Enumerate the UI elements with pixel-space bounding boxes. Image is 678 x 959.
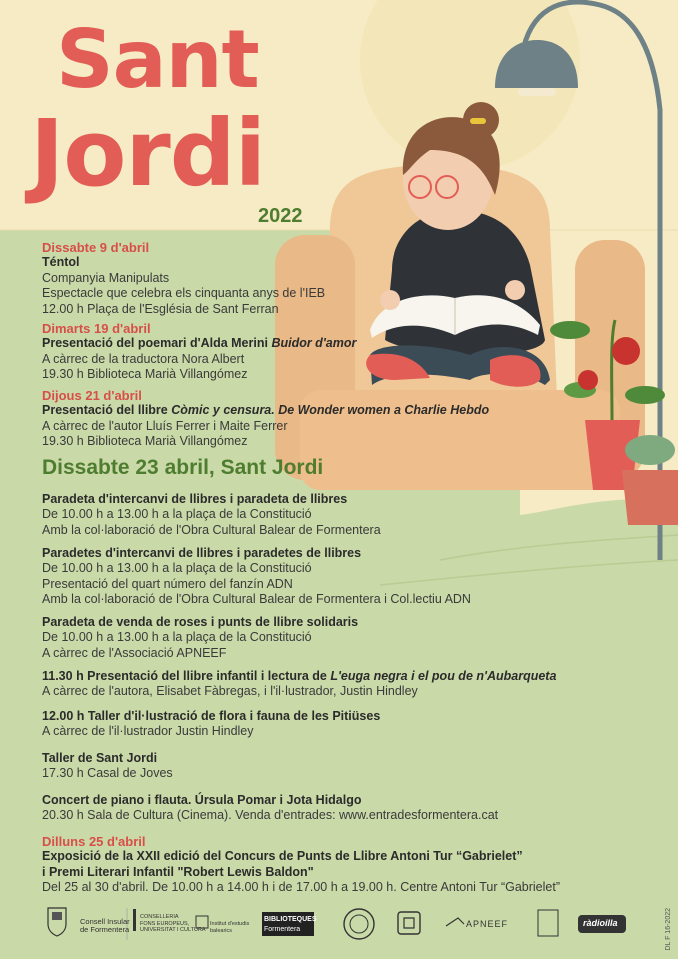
event-main-4 <box>42 669 556 700</box>
event-date: Dilluns 25 d'abril <box>42 834 146 849</box>
event-title: Paradeta de venda de roses i punts de llibre solidaris <box>42 615 359 629</box>
radioilla-logo-text: ràdioilla <box>583 918 618 928</box>
event-title: Concert de piano i flauta. Úrsula Pomar i Jota Hidalgo <box>42 793 362 807</box>
event-25-april <box>42 834 560 896</box>
event-title: 12.00 h Taller d'il·lustració de flora i fauna de les Pitiüses <box>42 709 381 723</box>
event-line: Amb la col·laboració de l'Obra Cultural Balear de Formentera <box>42 522 381 537</box>
event-9-april <box>42 240 325 317</box>
book-title: L'euga negra i el pou de n'Aubarqueta <box>330 669 557 683</box>
event-line: A càrrec de l'il·lustrador Justin Hindley <box>42 724 254 739</box>
event-line: De 10.00 h a 13.00 h a la plaça de la Constitució <box>42 561 312 576</box>
event-date: Dissabte 9 d'abril <box>42 240 150 255</box>
event-21-april <box>42 388 489 450</box>
event-date: Dimarts 19 d'abril <box>42 321 151 336</box>
event-line: A càrrec de l'Associació APNEEF <box>42 645 227 660</box>
event-title-text: Presentació del poemari d'Alda Merini <box>42 336 272 351</box>
event-line: 17.30 h Casal de Joves <box>42 766 173 781</box>
consell-crest-icon <box>48 908 66 936</box>
event-line: Amb la col·laboració de l'Obra Cultural Balear de Formentera i Col.lectiu ADN <box>42 592 471 607</box>
event-date: Dijous 21 d'abril <box>42 388 142 403</box>
event-line: A càrrec de l'autora, Elisabet Fàbregas, i l'il·lustrador, Justin Hindley <box>42 684 418 699</box>
apneef-logo-text: APNEEF <box>466 919 509 929</box>
event-line: Presentació del quart número del fanzín ADN <box>42 576 293 591</box>
event-title: Paradetes d'intercanvi de llibres i paradetes de llibres <box>42 546 362 560</box>
institut-logo-text: Institut d'estudis balearics <box>210 921 250 934</box>
conselleria-logo-text: CONSELLERIA FONS EUROPEUS, UNIVERSITAT I CULTURA <box>140 914 206 933</box>
event-title: Téntol <box>42 255 80 270</box>
event-title: Exposició de la XXII edició del Concurs de Punts de Llibre Antoni Tur “Gabrielet” <box>42 849 523 864</box>
event-line: A càrrec de la traductora Nora Albert <box>42 351 245 366</box>
event-title: Taller de Sant Jordi <box>42 751 158 765</box>
event-title-text: Presentació del llibre <box>42 403 172 418</box>
biblioteques-logo-text: BIBLIOTEQUES <box>264 916 317 923</box>
event-line: Espectacle que celebra els cinquanta anys de l'IEB <box>42 286 326 301</box>
event-title-text: 11.30 h Presentació del llibre infantil i lectura de <box>42 669 331 683</box>
event-main-7 <box>42 793 498 824</box>
title-line-1: Sant <box>56 13 259 106</box>
year-label: 2022 <box>258 205 303 227</box>
event-line: 19.30 h Biblioteca Marià Villangómez <box>42 367 248 382</box>
consell-logo-text: Consell Insular de Formentera <box>80 917 130 934</box>
event-line: 19.30 h Biblioteca Marià Villangómez <box>42 434 248 449</box>
title-line-2: Jordi <box>30 100 266 207</box>
event-title <box>42 403 489 418</box>
event-line: 12.00 h Plaça de l'Església de Sant Ferran <box>42 301 279 316</box>
biblioteques-logo-subtext: Formentera <box>264 926 301 933</box>
event-main-5 <box>42 709 380 740</box>
event-main-1 <box>42 492 381 538</box>
event-main-6 <box>42 751 173 782</box>
event-title-2: i Premi Literari Infantil "Robert Lewis Baldon" <box>42 864 314 879</box>
book-title: Buidor d'amor <box>271 336 357 351</box>
event-main-3 <box>42 615 358 661</box>
event-line: Del 25 al 30 d'abril. De 10.00 h a 14.00 h i de 17.00 h a 19.00 h. Centre Antoni Tur “Gabrielet” <box>42 880 560 895</box>
event-line: 20.30 h Sala de Cultura (Cinema). Venda d'entrades: www.entradesformentera.cat <box>42 808 499 823</box>
event-line: De 10.00 h a 13.00 h a la plaça de la Constitució <box>42 507 312 522</box>
legal-deposit: DL F 16-2022 <box>665 908 672 951</box>
event-19-april <box>42 321 356 383</box>
book-title: Còmic y censura. De Wonder women a Charlie Hebdo <box>171 403 490 418</box>
main-day-heading: Dissabte 23 abril, Sant Jordi <box>42 456 324 479</box>
event-line: Companyia Manipulats <box>42 270 170 285</box>
event-line: De 10.00 h a 13.00 h a la plaça de la Constitució <box>42 630 312 645</box>
event-title: Paradeta d'intercanvi de llibres i paradeta de llibres <box>42 492 348 506</box>
event-main-2 <box>42 546 471 608</box>
event-title <box>42 336 356 351</box>
event-line: A càrrec de l'autor Lluís Ferrer i Maite Ferrer <box>42 418 288 433</box>
event-title <box>42 669 556 684</box>
